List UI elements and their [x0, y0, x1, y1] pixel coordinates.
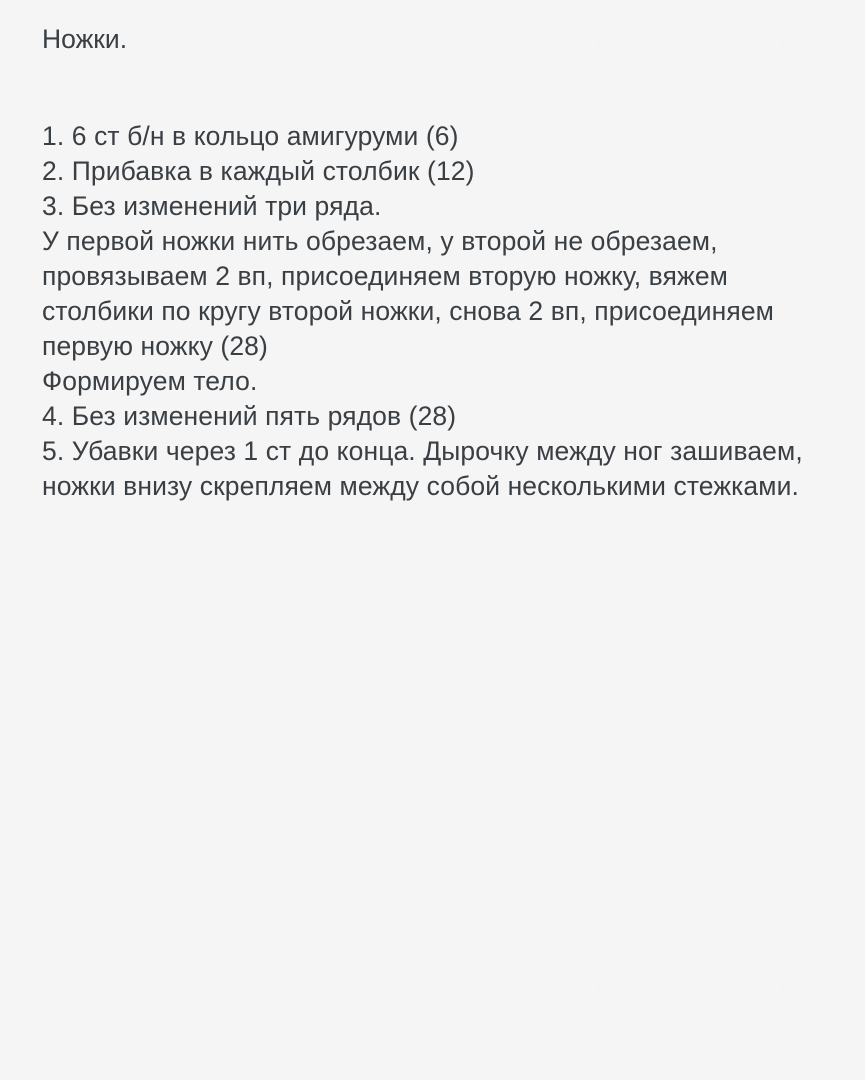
- instruction-row-4: 4. Без изменений пять рядов (28): [42, 400, 457, 431]
- page-title: Ножки.: [42, 24, 128, 54]
- instruction-row-3: 3. Без изменений три ряда.: [42, 190, 382, 221]
- instruction-row-1: 1. 6 ст б/н в кольцо амигуруми (6): [42, 120, 459, 151]
- instruction-row-5: 5. Убавки через 1 ст до конца. Дырочку между ног зашиваем, ножки внизу скрепляем между собой несколькими стежками.: [42, 435, 803, 501]
- title-spacer: [42, 57, 825, 119]
- instruction-row-2: 2. Прибавка в каждый столбик (12): [42, 155, 475, 186]
- instruction-body-note: Формируем тело.: [42, 365, 258, 396]
- instruction-joining-note: У первой ножки нить обрезаем, у второй не обрезаем, провязываем 2 вп, присоединяем вторую ножку, вяжем столбики по кругу второй ножки, снова 2 вп, присоединяем первую ножку (28): [42, 225, 774, 361]
- instructions-body: [42, 119, 825, 504]
